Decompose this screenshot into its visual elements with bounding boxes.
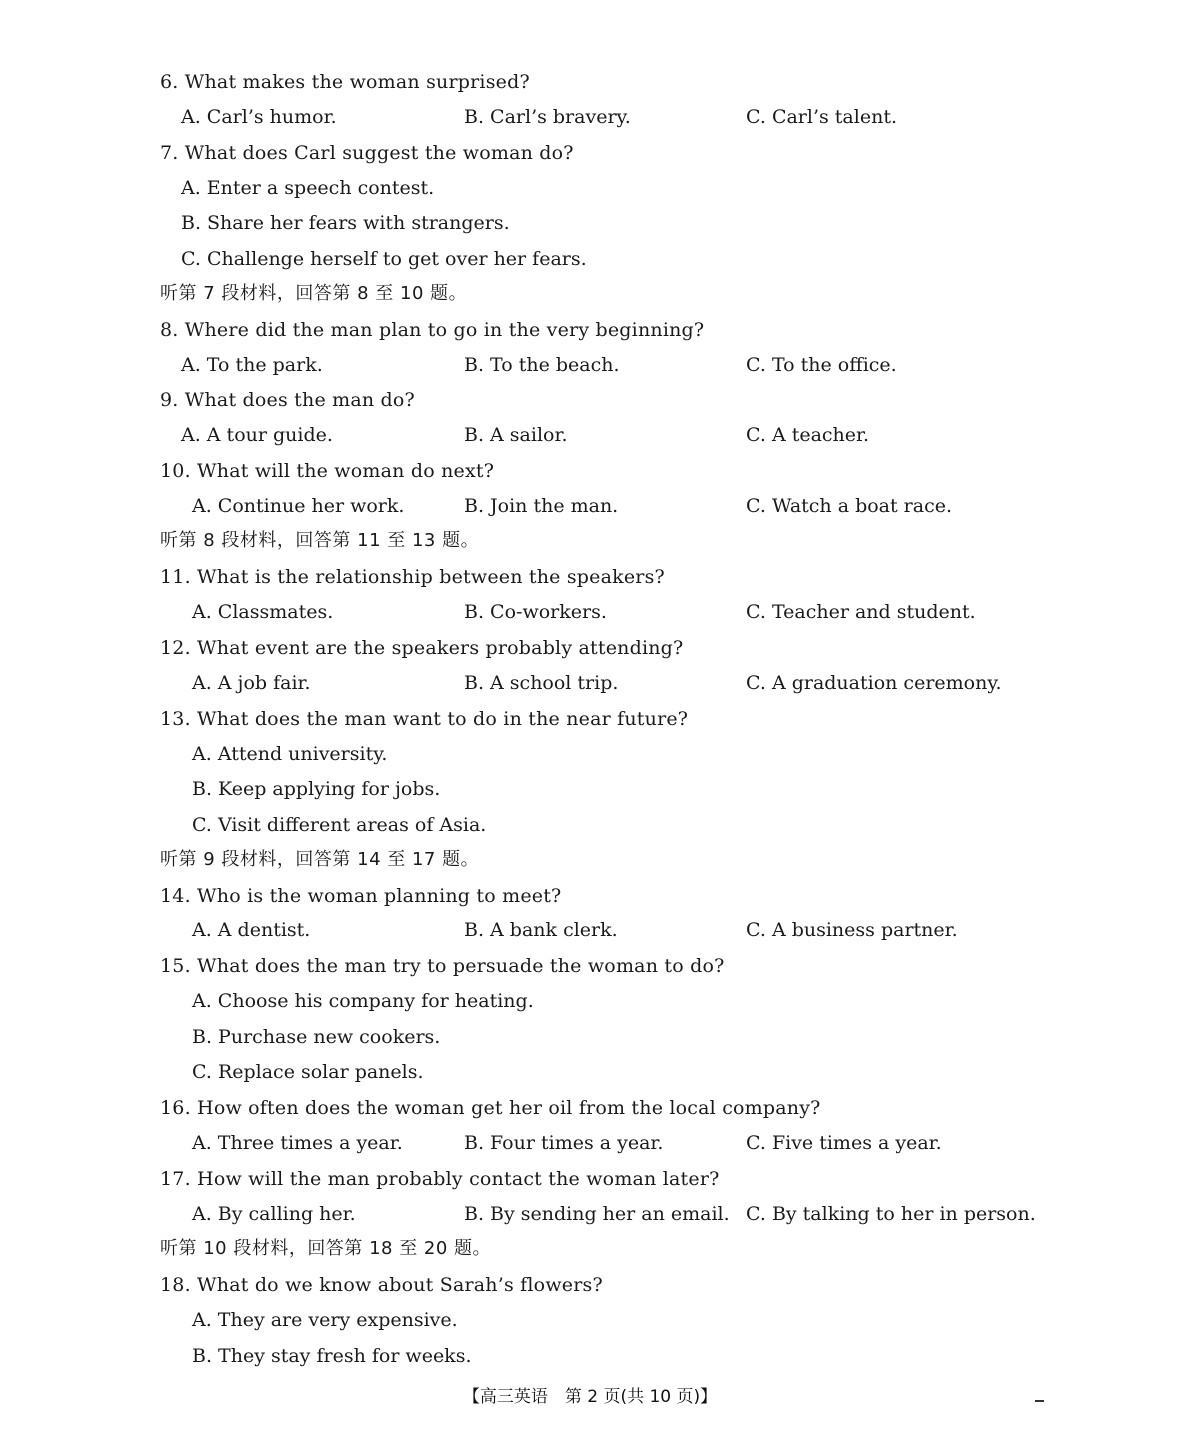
option-18b: B. They stay fresh for weeks.: [192, 1345, 472, 1367]
option-10b: B. Join the man.: [464, 495, 619, 517]
section-heading-7: 听第 7 段材料，回答第 8 至 10 题。: [160, 283, 468, 304]
option-15b: B. Purchase new cookers.: [192, 1026, 441, 1048]
option-17a: A. By calling her.: [192, 1203, 356, 1225]
option-12b: B. A school trip.: [464, 672, 619, 694]
option-16b: B. Four times a year.: [464, 1132, 664, 1154]
option-11a: A. Classmates.: [192, 601, 334, 623]
question-9: 9. What does the man do?: [160, 389, 415, 411]
option-8c: C. To the office.: [746, 354, 897, 376]
option-6c: C. Carl’s talent.: [746, 106, 897, 128]
option-13c: C. Visit different areas of Asia.: [192, 814, 487, 836]
question-16: 16. How often does the woman get her oil from the local company?: [160, 1097, 821, 1119]
option-9c: C. A teacher.: [746, 424, 870, 446]
section-heading-10: 听第 10 段材料，回答第 18 至 20 题。: [160, 1238, 492, 1259]
option-9b: B. A sailor.: [464, 424, 568, 446]
question-11: 11. What is the relationship between the speakers?: [160, 566, 665, 588]
option-13a: A. Attend university.: [192, 743, 388, 765]
option-10a: A. Continue her work.: [192, 495, 405, 517]
option-6a: A. Carl’s humor.: [181, 106, 337, 128]
option-12c: C. A graduation ceremony.: [746, 672, 1002, 694]
option-8b: B. To the beach.: [464, 354, 620, 376]
section-heading-9: 听第 9 段材料，回答第 14 至 17 题。: [160, 849, 480, 870]
option-7c: C. Challenge herself to get over her fears.: [181, 248, 587, 270]
question-14: 14. Who is the woman planning to meet?: [160, 885, 562, 907]
question-6: 6. What makes the woman surprised?: [160, 71, 530, 93]
option-13b: B. Keep applying for jobs.: [192, 778, 441, 800]
option-18a: A. They are very expensive.: [192, 1309, 458, 1331]
option-6b: B. Carl’s bravery.: [464, 106, 631, 128]
option-14a: A. A dentist.: [192, 919, 311, 941]
option-7b: B. Share her fears with strangers.: [181, 212, 510, 234]
option-16c: C. Five times a year.: [746, 1132, 942, 1154]
section-heading-8: 听第 8 段材料，回答第 11 至 13 题。: [160, 530, 480, 551]
option-11c: C. Teacher and student.: [746, 601, 976, 623]
option-14b: B. A bank clerk.: [464, 919, 618, 941]
option-7a: A. Enter a speech contest.: [181, 177, 435, 199]
option-17b: B. By sending her an email.: [464, 1203, 730, 1225]
option-14c: C. A business partner.: [746, 919, 958, 941]
question-17: 17. How will the man probably contact the woman later?: [160, 1168, 720, 1190]
option-16a: A. Three times a year.: [192, 1132, 403, 1154]
option-11b: B. Co-workers.: [464, 601, 607, 623]
question-12: 12. What event are the speakers probably attending?: [160, 637, 684, 659]
option-15a: A. Choose his company for heating.: [192, 990, 534, 1012]
question-7: 7. What does Carl suggest the woman do?: [160, 142, 574, 164]
option-15c: C. Replace solar panels.: [192, 1061, 424, 1083]
question-10: 10. What will the woman do next?: [160, 460, 495, 482]
option-9a: A. A tour guide.: [181, 424, 333, 446]
question-18: 18. What do we know about Sarah’s flowers?: [160, 1274, 603, 1296]
question-8: 8. Where did the man plan to go in the very beginning?: [160, 319, 705, 341]
option-10c: C. Watch a boat race.: [746, 495, 953, 517]
corner-mark: [1035, 1400, 1044, 1402]
option-8a: A. To the park.: [181, 354, 323, 376]
page-footer: 【高三英语 第 2 页(共 10 页)】: [462, 1387, 718, 1407]
option-17c: C. By talking to her in person.: [746, 1203, 1036, 1225]
option-12a: A. A job fair.: [192, 672, 311, 694]
question-15: 15. What does the man try to persuade the woman to do?: [160, 955, 725, 977]
question-13: 13. What does the man want to do in the near future?: [160, 708, 689, 730]
